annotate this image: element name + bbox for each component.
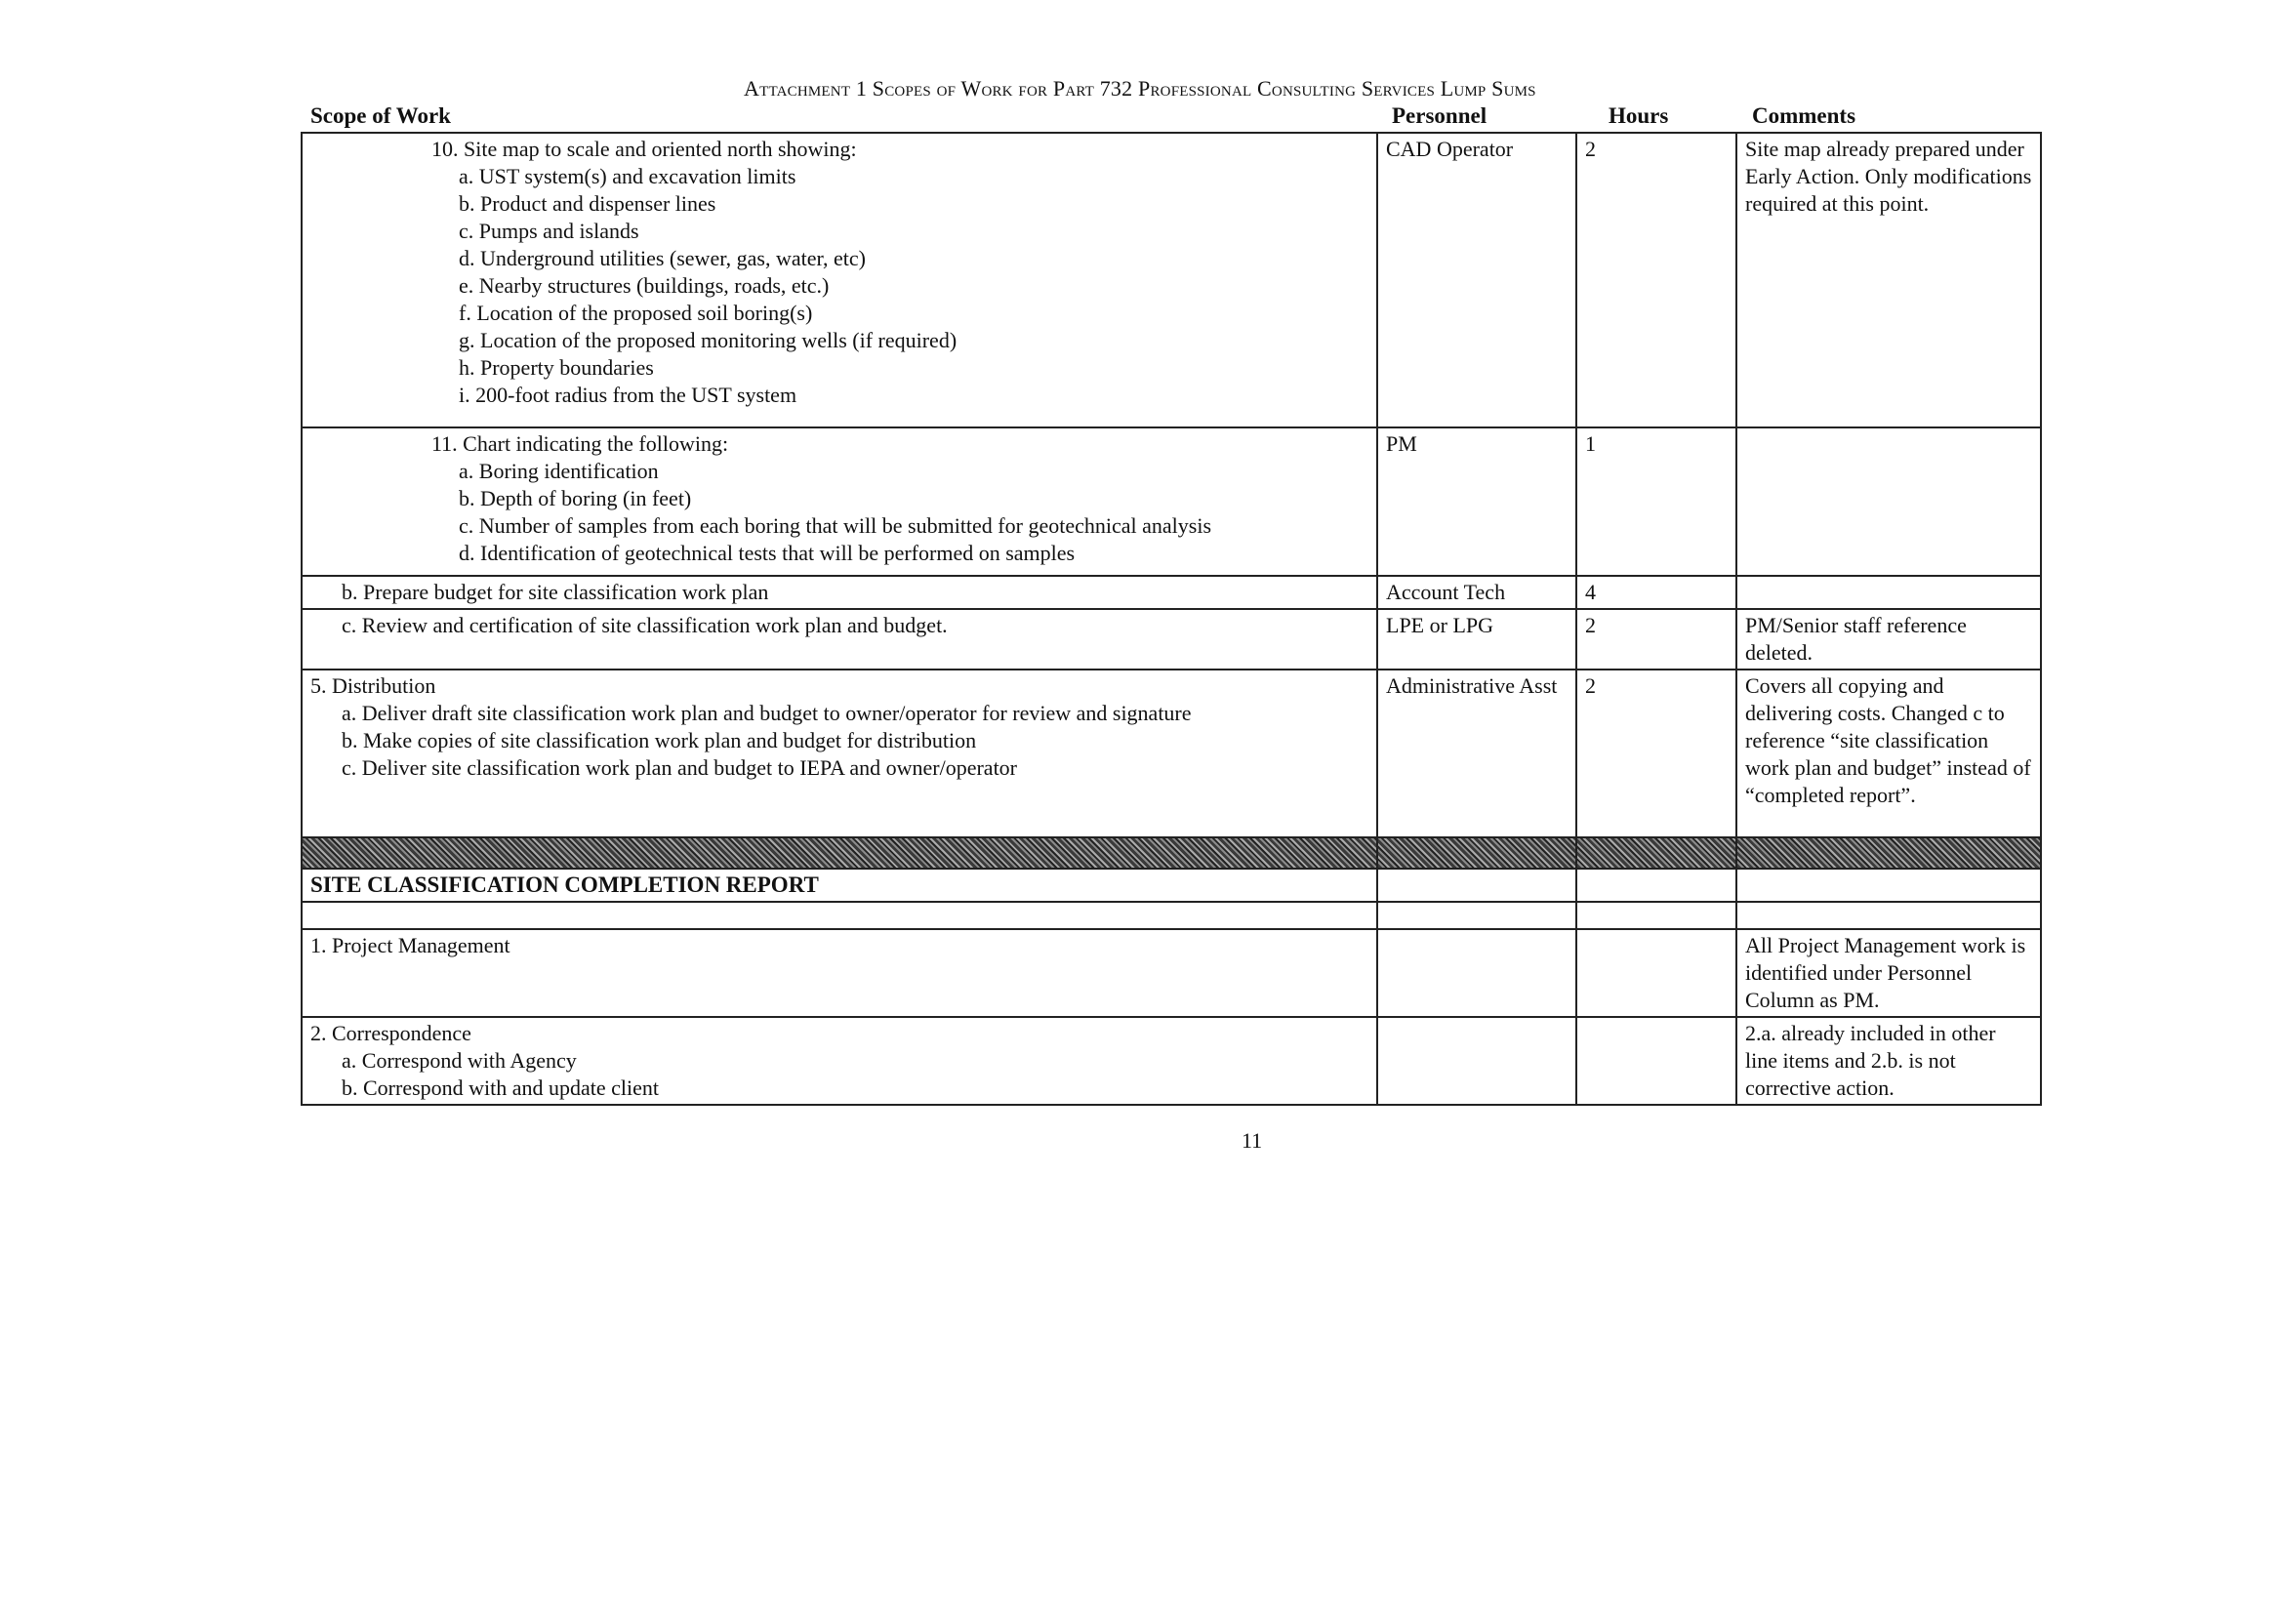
section-title: SITE CLASSIFICATION COMPLETION REPORT: [302, 869, 1377, 902]
hours-cell: 2: [1576, 609, 1736, 670]
shaded-cell: [302, 837, 1377, 869]
table-row-review: [302, 609, 2041, 670]
hours-cell: [1576, 929, 1736, 1017]
item-heading: 2. Correspondence: [310, 1021, 471, 1045]
shaded-cell: [1736, 837, 2041, 869]
item-text: c. Review and certification of site classification work plan and budget.: [342, 613, 948, 637]
list-item: h. Property boundaries: [459, 355, 654, 380]
table-row-site-map: [302, 133, 2041, 427]
list-item: a. Boring identification: [459, 459, 659, 483]
personnel-cell: [1377, 929, 1576, 1017]
list-item: b. Product and dispenser lines: [459, 191, 716, 216]
empty-cell: [302, 902, 1377, 929]
scope-cell: [302, 427, 1377, 576]
list-item: b. Make copies of site classification work plan and budget for distribution: [342, 728, 977, 752]
hours-cell: 2: [1576, 670, 1736, 837]
list-item: b. Correspond with and update client: [342, 1076, 660, 1100]
spacer-row: [302, 902, 2041, 929]
scope-cell: [302, 609, 1377, 670]
personnel-cell: CAD Operator: [1377, 133, 1576, 427]
empty-cell: [1377, 869, 1576, 902]
column-header-comments: Comments: [1752, 103, 1856, 128]
scope-cell: [302, 133, 1377, 427]
scope-cell: [302, 1017, 1377, 1105]
comments-cell: Site map already prepared under Early Action. Only modifications required at this point.: [1736, 133, 2041, 427]
empty-cell: [1736, 869, 2041, 902]
personnel-cell: Account Tech: [1377, 576, 1576, 609]
table-row-distribution: [302, 670, 2041, 837]
item-heading: 5. Distribution: [310, 673, 436, 698]
list-item: d. Identification of geotechnical tests that will be performed on samples: [459, 541, 1076, 565]
list-item: i. 200-foot radius from the UST system: [459, 383, 797, 407]
scope-cell: [302, 929, 1377, 1017]
section-header-row: [302, 869, 2041, 902]
comments-cell: PM/Senior staff reference deleted.: [1736, 609, 2041, 670]
list-item: c. Number of samples from each boring that will be submitted for geotechnical analysis: [459, 513, 1211, 538]
comments-cell: 2.a. already included in other line items and 2.b. is not corrective action.: [1736, 1017, 2041, 1105]
list-item: a. UST system(s) and excavation limits: [459, 164, 796, 188]
empty-cell: [1736, 902, 2041, 929]
hours-cell: 2: [1576, 133, 1736, 427]
list-item: e. Nearby structures (buildings, roads, etc.): [459, 273, 830, 298]
page-number: 11: [1242, 1128, 1263, 1153]
table-row-budget: [302, 576, 2041, 609]
table-row-project-management: [302, 929, 2041, 1017]
item-heading: 11. Chart indicating the following:: [431, 431, 729, 456]
list-item: f. Location of the proposed soil boring(s): [459, 301, 813, 325]
empty-cell: [1377, 902, 1576, 929]
shaded-divider-row: [302, 837, 2041, 869]
column-header-scope: Scope of Work: [310, 103, 451, 128]
comments-cell: Covers all copying and delivering costs. Changed c to reference “site classification work plan and budget” instead of “completed report”.: [1736, 670, 2041, 837]
comments-cell: [1736, 576, 2041, 609]
personnel-cell: LPE or LPG: [1377, 609, 1576, 670]
item-heading: 10. Site map to scale and oriented north showing:: [431, 137, 857, 161]
personnel-cell: [1377, 1017, 1576, 1105]
shaded-cell: [1576, 837, 1736, 869]
personnel-cell: Administrative Asst: [1377, 670, 1576, 837]
column-header-personnel: Personnel: [1392, 103, 1487, 128]
personnel-cell: PM: [1377, 427, 1576, 576]
list-item: b. Depth of boring (in feet): [459, 486, 692, 510]
list-item: c. Pumps and islands: [459, 219, 639, 243]
comments-cell: All Project Management work is identified under Personnel Column as PM.: [1736, 929, 2041, 1017]
list-item: a. Correspond with Agency: [342, 1048, 577, 1073]
table-row-chart: [302, 427, 2041, 576]
scope-cell: [302, 576, 1377, 609]
shaded-cell: [1377, 837, 1576, 869]
document-title: Attachment 1 Scopes of Work for Part 732 Professional Consulting Services Lump Sums: [744, 76, 1536, 101]
column-header-hours: Hours: [1609, 103, 1669, 128]
list-item: g. Location of the proposed monitoring wells (if required): [459, 328, 958, 352]
hours-cell: 1: [1576, 427, 1736, 576]
table-row-correspondence: [302, 1017, 2041, 1105]
list-item: c. Deliver site classification work plan and budget to IEPA and owner/operator: [342, 755, 1018, 780]
empty-cell: [1576, 869, 1736, 902]
list-item: d. Underground utilities (sewer, gas, water, etc): [459, 246, 866, 270]
list-item: a. Deliver draft site classification work plan and budget to owner/operator for review and signature: [342, 701, 1192, 725]
item-text: b. Prepare budget for site classification work plan: [342, 580, 769, 604]
hours-cell: [1576, 1017, 1736, 1105]
empty-cell: [1576, 902, 1736, 929]
scope-of-work-table: [301, 132, 2042, 1106]
comments-cell: [1736, 427, 2041, 576]
item-text: 1. Project Management: [310, 933, 510, 957]
hours-cell: 4: [1576, 576, 1736, 609]
scope-cell: [302, 670, 1377, 837]
